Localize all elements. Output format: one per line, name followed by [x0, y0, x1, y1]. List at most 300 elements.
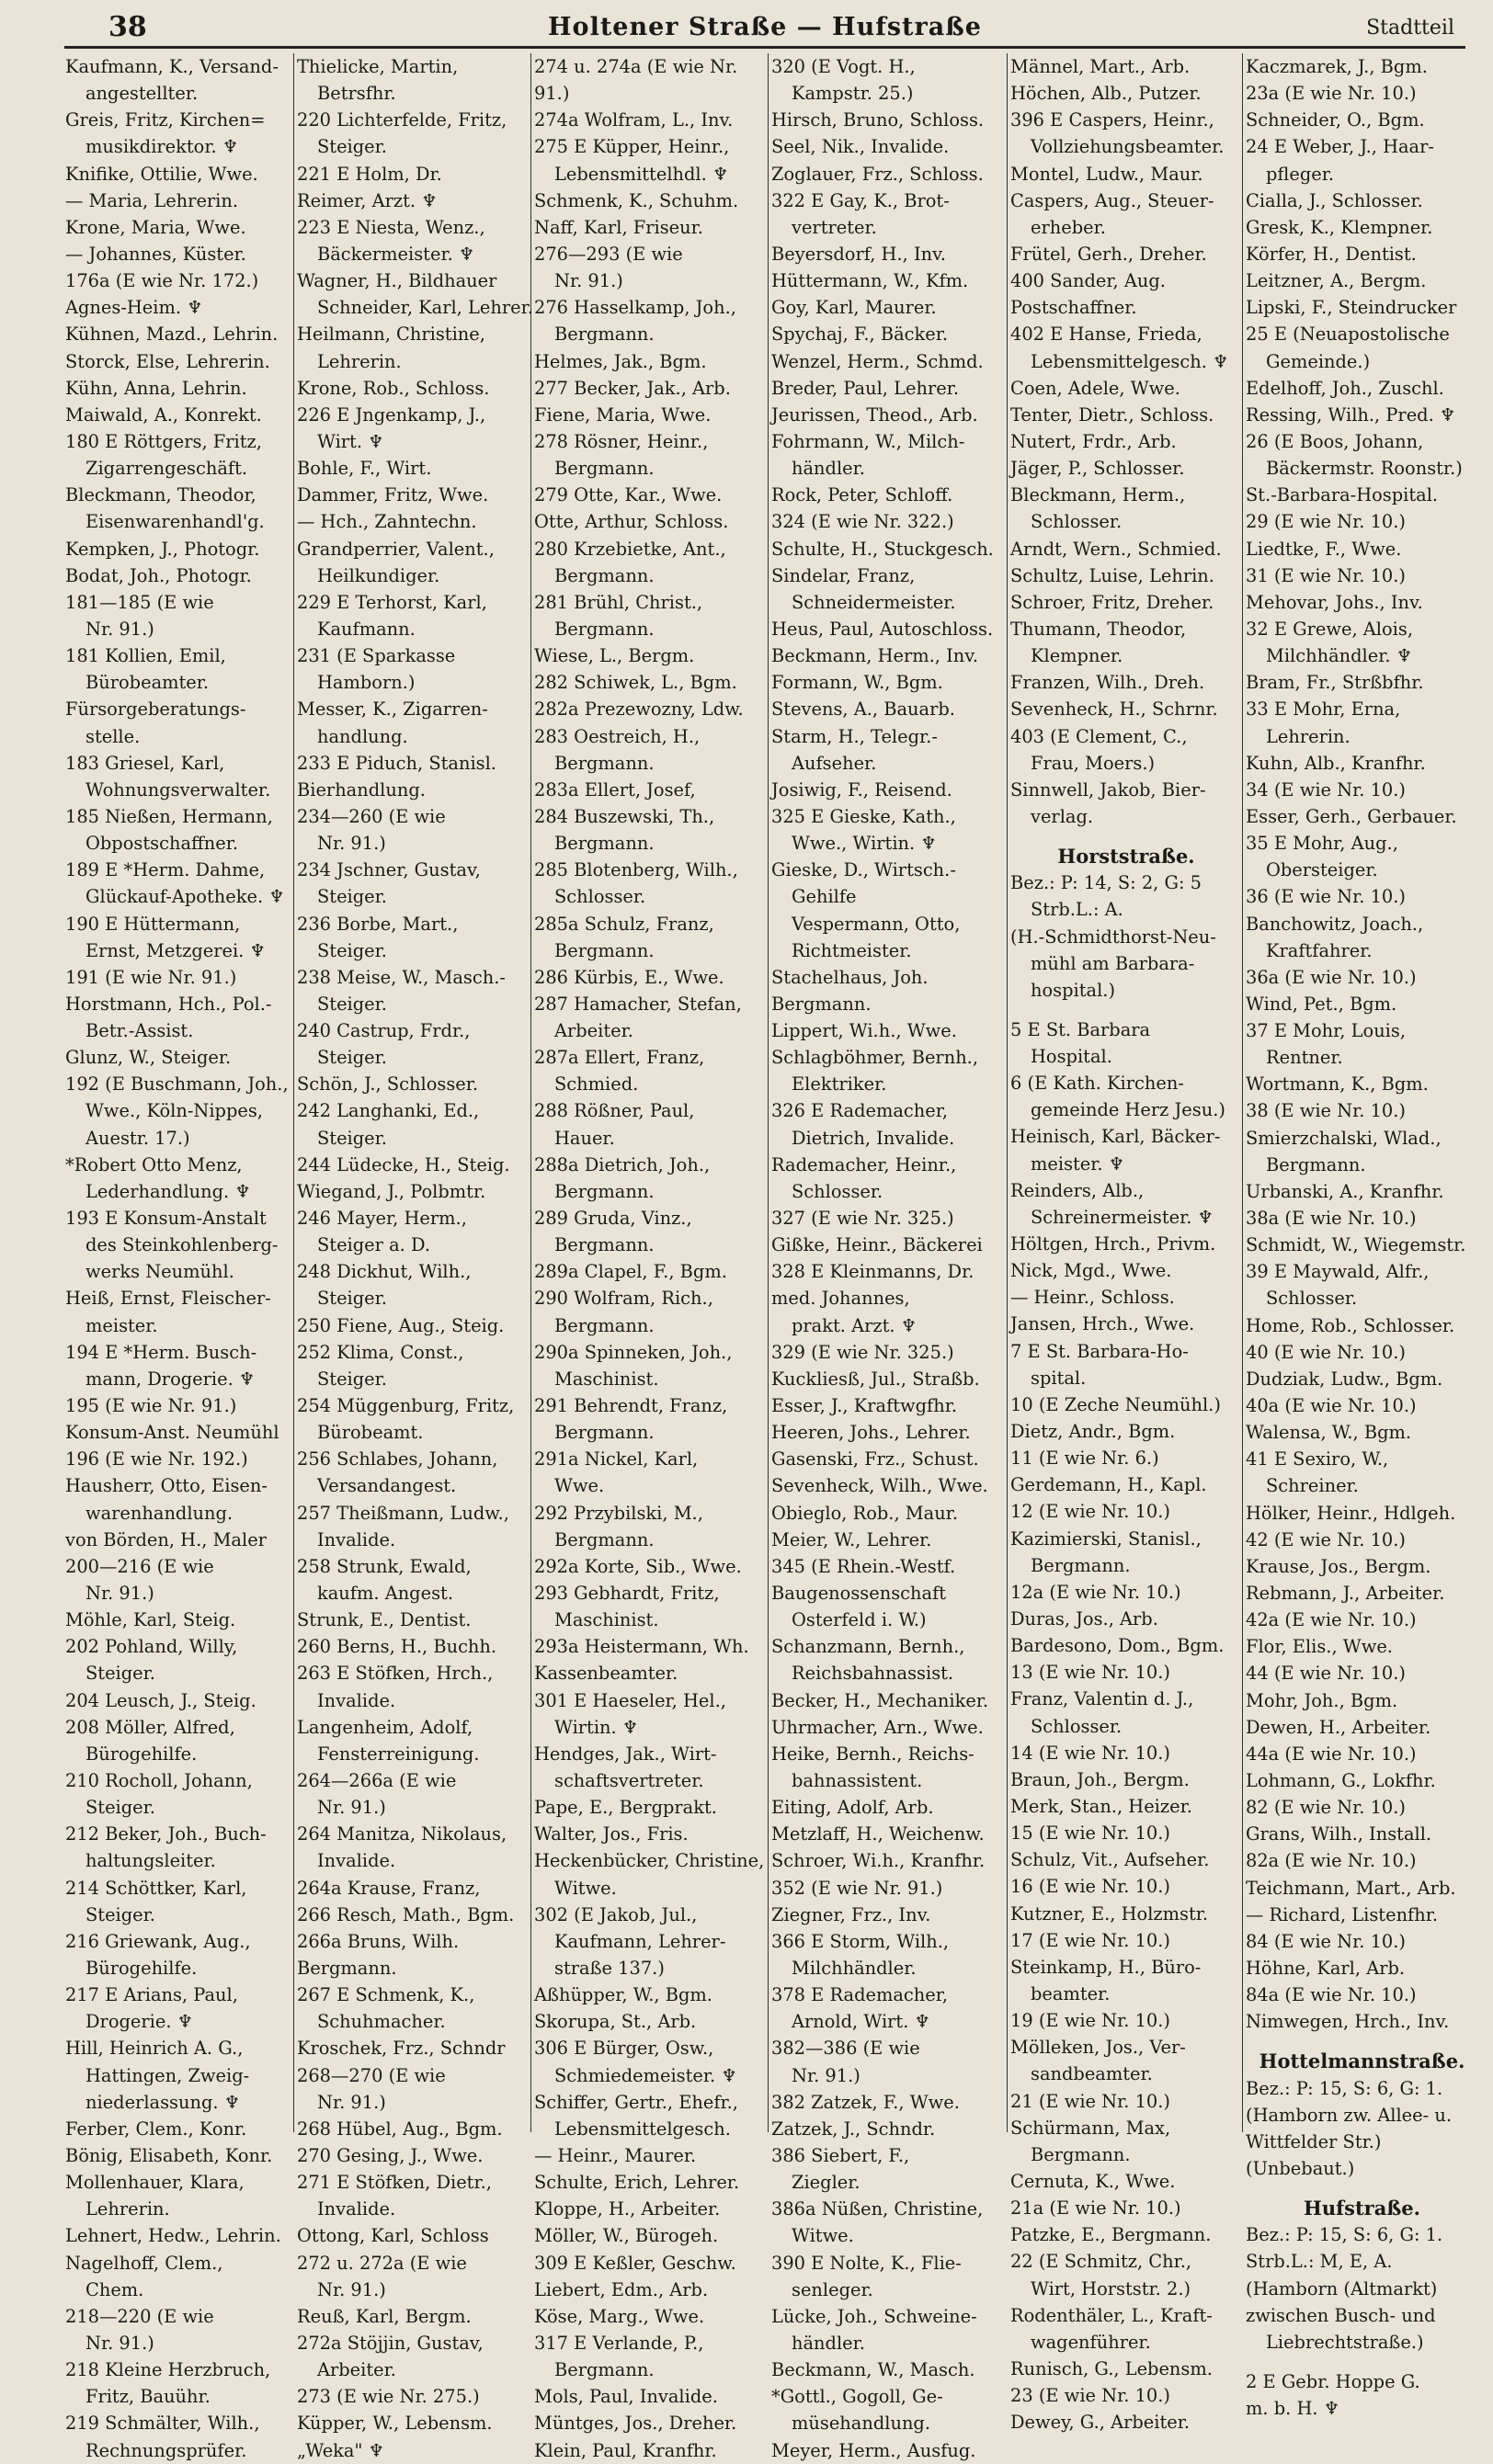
entry-continuation: handlung. [317, 725, 408, 747]
directory-entry: Lippert, Wi.h., Wwe. [771, 1020, 957, 1042]
directory-entry: Schürmann, Max, [1010, 2117, 1171, 2139]
directory-entry: Bleckmann, Herm., [1010, 484, 1186, 506]
street-heading: Hufstraße. [1304, 2197, 1420, 2220]
directory-entry: Ferber, Clem., Konr. [65, 2118, 247, 2140]
directory-entry: *Robert Otto Menz, [65, 1153, 243, 1175]
street-heading: Hottelmannstraße. [1259, 2050, 1465, 2073]
entry-continuation: spital. [1031, 1367, 1087, 1389]
directory-entry: Urbanski, A., Kranfhr. [1246, 1180, 1444, 1202]
directory-entry: Heckenbücker, Christine, [534, 1850, 765, 1872]
directory-entry: 254 Müggenburg, Fritz, [297, 1395, 515, 1417]
directory-entry: 366 E Storm, Wilh., [771, 1930, 950, 1952]
directory-entry: Schulte, Erich, Lehrer. [534, 2172, 740, 2194]
entry-continuation: Steiger. [85, 1903, 155, 1925]
directory-entry: Caspers, Aug., Steuer- [1010, 189, 1214, 211]
directory-entry: 234 Jschner, Gustav, [297, 859, 481, 881]
directory-entry: Obieglo, Rob., Maur. [771, 1502, 958, 1524]
directory-entry: Ziegner, Frz., Inv. [771, 1903, 931, 1925]
entry-continuation: Nr. 91.) [85, 1583, 154, 1605]
directory-entry: Schneider, O., Bgm. [1246, 109, 1425, 131]
directory-entry: Hüttermann, W., Kfm. [771, 270, 969, 292]
entry-continuation: Bergmann. [554, 1422, 655, 1444]
directory-entry: Leitzner, A., Bergm. [1246, 270, 1427, 292]
directory-entry: Küpper, W., Lebensm. [297, 2413, 493, 2435]
directory-entry: 22 (E Schmitz, Chr., [1010, 2251, 1192, 2273]
entry-continuation: Steiger. [317, 1368, 387, 1390]
directory-entry: 382 Zatzek, F., Wwe. [771, 2091, 960, 2113]
directory-entry: 317 E Verlande, P., [534, 2332, 704, 2354]
entry-continuation: musikdirektor. ♆ [85, 136, 239, 158]
directory-entry: 34 (E wie Nr. 10.) [1246, 778, 1406, 801]
directory-entry: Becker, H., Mechaniker. [771, 1689, 989, 1711]
directory-entry: 194 E *Herm. Busch- [65, 1341, 257, 1363]
entry-continuation: niederlassung. ♆ [85, 2091, 241, 2113]
entry-continuation: Bergmann. [554, 1314, 655, 1336]
directory-entry: Krone, Rob., Schloss. [297, 377, 490, 399]
entry-continuation: wagenführer. [1031, 2331, 1151, 2353]
directory-entry: 292 Przybilski, M., [534, 1502, 703, 1524]
directory-entry: 210 Rocholl, Johann, [65, 1770, 253, 1791]
directory-entry: Teichmann, Mart., Arb. [1246, 1877, 1456, 1899]
entry-continuation: Lebensmittelhdl. ♆ [554, 163, 729, 185]
entry-continuation: Steiger. [317, 886, 387, 908]
directory-entry: 233 E Piduch, Stanisl. [297, 752, 496, 774]
entry-continuation: Ernst, Metzgerei. ♆ [85, 939, 266, 961]
directory-entry: Jansen, Hrch., Wwe. [1010, 1313, 1195, 1335]
directory-columns [63, 53, 1478, 2461]
directory-entry: 21a (E wie Nr. 10.) [1010, 2197, 1181, 2220]
directory-entry: Bohle, F., Wirt. [297, 458, 432, 480]
entry-continuation: kaufm. Angest. [317, 1583, 453, 1605]
directory-entry: 208 Möller, Alfred, [65, 1716, 235, 1738]
directory-entry: 221 E Holm, Dr. [297, 163, 442, 185]
directory-entry: Wiese, L., Bergm. [534, 645, 695, 667]
directory-entry: Dammer, Fritz, Wwe. [297, 484, 489, 506]
directory-entry: 38a (E wie Nr. 10.) [1246, 1208, 1417, 1230]
directory-entry: 279 Otte, Kar., Wwe. [534, 484, 723, 506]
section-gap [1246, 2182, 1478, 2195]
section-gap [1246, 2035, 1478, 2048]
directory-entry: 226 E Jngenkamp, J., [297, 403, 486, 426]
entry-continuation: händler. [792, 2332, 865, 2354]
entry-continuation: Lebensmittelgesch. [554, 2118, 731, 2140]
entry-continuation: Bürogehilfe. [85, 1957, 198, 1979]
directory-entry: 36 (E wie Nr. 10.) [1246, 886, 1406, 908]
section-gap [1010, 1004, 1242, 1016]
directory-entry: Home, Rob., Schlosser. [1246, 1314, 1455, 1336]
directory-entry: 282 Schiwek, L., Bgm. [534, 672, 737, 694]
directory-entry: Frütel, Gerh., Dreher. [1010, 243, 1207, 265]
entry-continuation: Rentner. [1266, 1047, 1343, 1069]
entry-continuation: Arnold, Wirt. ♆ [792, 2011, 930, 2033]
entry-continuation: Witwe. [554, 1877, 617, 1899]
directory-entry: 386 Siebert, F., [771, 2144, 910, 2166]
directory-entry: Höchen, Alb., Putzer. [1010, 83, 1202, 105]
directory-entry: Rodenthäler, L., Kraft- [1010, 2304, 1213, 2326]
directory-entry: Helmes, Jak., Bgm. [534, 350, 707, 372]
directory-entry: Bergmann. [297, 1957, 397, 1979]
entry-continuation: Milchhändler. ♆ [1266, 645, 1413, 667]
directory-entry: Bergmann. [771, 993, 872, 1015]
directory-entry: 82 (E wie Nr. 10.) [1246, 1797, 1406, 1819]
entry-continuation: Schneider, Karl, Lehrer. [317, 297, 533, 319]
directory-entry: — Richard, Listenfhr. [1246, 1903, 1439, 1925]
entry-continuation: werks Neumühl. [85, 1261, 234, 1283]
entry-continuation: Eisenwarenhandl'g. [85, 511, 265, 533]
directory-entry: Fiene, Maria, Wwe. [534, 403, 712, 426]
entry-continuation: Steiger. [317, 1127, 387, 1149]
directory-entry: Storck, Else, Lehrerin. [65, 350, 270, 372]
entry-continuation: Bergmann. [554, 618, 655, 640]
directory-entry: Liebert, Edm., Arb. [534, 2278, 709, 2300]
entry-continuation: Bergmann. [554, 752, 655, 774]
street-heading: Horststraße. [1057, 845, 1195, 869]
directory-entry: Gresk, K., Klempner. [1246, 216, 1433, 238]
directory-entry: Hill, Heinrich A. G., [65, 2038, 244, 2060]
directory-entry: Dewen, H., Arbeiter. [1246, 1716, 1431, 1738]
directory-entry: Ottong, Karl, Schloss [297, 2225, 489, 2247]
directory-entry: Bez.: P: 14, S: 2, G: 5 [1010, 872, 1202, 894]
entry-continuation: straße 137.) [554, 1957, 665, 1979]
directory-entry: 32 E Grewe, Alois, [1246, 618, 1413, 640]
directory-entry: 39 E Maywald, Alfr., [1246, 1261, 1430, 1283]
entry-continuation: mann, Drogerie. ♆ [85, 1368, 256, 1390]
entry-continuation: Bürobeamt. [317, 1422, 424, 1444]
directory-entry: 281 Brühl, Christ., [534, 591, 703, 613]
directory-entry: Kaufmann, K., Versand- [65, 56, 279, 77]
directory-entry: Schmenk, K., Schuhm. [534, 189, 739, 211]
directory-entry: Dietz, Andr., Bgm. [1010, 1421, 1176, 1443]
directory-entry: 267 E Schmenk, K., [297, 1984, 475, 2006]
entry-continuation: Schlosser. [1031, 1715, 1123, 1737]
page-number: 38 [108, 11, 147, 43]
entry-continuation: Nr. 91.) [792, 2064, 860, 2086]
entry-continuation: Schlosser. [554, 886, 646, 908]
entry-continuation: Nr. 91.) [85, 2332, 154, 2354]
directory-entry: Schlagböhmer, Bernh., [771, 1047, 979, 1069]
directory-entry: 189 E *Herm. Dahme, [65, 859, 266, 881]
entry-continuation: Wwe., Wirtin. ♆ [792, 833, 937, 855]
directory-entry: 21 (E wie Nr. 10.) [1010, 2090, 1170, 2112]
directory-entry: Thielicke, Martin, [297, 56, 459, 77]
entry-continuation: Aufseher. [792, 752, 877, 774]
directory-entry: 272a Stöjjin, Gustav, [297, 2332, 484, 2354]
directory-entry: 12a (E wie Nr. 10.) [1010, 1581, 1181, 1603]
entry-continuation: Bergmann. [1031, 2143, 1131, 2165]
entry-continuation: Lederhandlung. ♆ [85, 1180, 251, 1202]
directory-entry: 403 (E Clement, C., [1010, 725, 1188, 747]
entry-continuation: Schreiner. [1266, 1475, 1359, 1497]
entry-continuation: Invalide. [317, 2198, 396, 2220]
directory-entry: 264 Manitza, Nikolaus, [297, 1823, 507, 1845]
entry-continuation: Gemeinde.) [1266, 350, 1371, 372]
directory-entry: 19 (E wie Nr. 10.) [1010, 2010, 1170, 2032]
directory-entry: 236 Borbe, Mart., [297, 913, 459, 935]
directory-entry: Goy, Karl, Maurer. [771, 297, 937, 319]
directory-entry: 286 Kürbis, E., Wwe. [534, 966, 724, 988]
entry-continuation: Fensterreinigung. [317, 1743, 480, 1765]
directory-entry: 204 Leusch, J., Steig. [65, 1689, 256, 1711]
entry-continuation: Vespermann, Otto, [792, 913, 961, 935]
directory-entry: Kutzner, E., Holzmstr. [1010, 1902, 1209, 1925]
directory-entry: Zoglauer, Frz., Schloss. [771, 163, 984, 185]
directory-entry: 223 E Niesta, Wenz., [297, 216, 485, 238]
directory-entry: Schultz, Luise, Lehrin. [1010, 564, 1214, 586]
directory-entry: 234—260 (E wie [297, 805, 446, 827]
directory-entry: 38 (E wie Nr. 10.) [1246, 1100, 1406, 1122]
entry-continuation: Auestr. 17.) [85, 1127, 190, 1149]
entry-continuation: Heilkundiger. [317, 564, 440, 586]
entry-continuation: Obpostschaffner. [85, 833, 239, 855]
directory-entry: 258 Strunk, Ewald, [297, 1555, 472, 1577]
entry-continuation: Bergmann. [554, 324, 655, 346]
directory-entry: Starm, H., Telegr.- [771, 725, 938, 747]
directory-entry: 218 Kleine Herzbruch, [65, 2359, 271, 2381]
entry-continuation: Gehilfe [792, 886, 857, 908]
directory-entry: Kempken, J., Photogr. [65, 538, 260, 560]
entry-continuation: Schreinermeister. ♆ [1031, 1206, 1214, 1228]
entry-continuation: Milchhändler. [792, 1957, 917, 1979]
directory-entry: 325 E Gieske, Kath., [771, 805, 956, 827]
directory-entry: 396 E Caspers, Heinr., [1010, 109, 1214, 131]
directory-entry: Heilmann, Christine, [297, 324, 485, 346]
directory-entry: Bierhandlung. [297, 778, 426, 801]
directory-entry: Jäger, P., Schlosser. [1010, 458, 1185, 480]
column-2 [294, 53, 533, 2461]
directory-entry: 270 Gesing, J., Wwe. [297, 2144, 484, 2166]
directory-entry: (Unbebaut.) [1246, 2157, 1355, 2179]
column-4 [769, 53, 1008, 2461]
directory-entry: 82a (E wie Nr. 10.) [1246, 1850, 1417, 1872]
directory-entry: Duras, Jos., Arb. [1010, 1608, 1158, 1630]
directory-entry: Höhne, Karl, Arb. [1246, 1957, 1406, 1979]
directory-entry: Schmidt, W., Wiegemstr. [1246, 1234, 1466, 1256]
directory-entry: 291 Behrendt, Franz, [534, 1395, 728, 1417]
directory-entry: Mollenhauer, Klara, [65, 2172, 245, 2194]
entry-continuation: Rechnungsprüfer. [85, 2439, 247, 2461]
directory-entry: Merk, Stan., Heizer. [1010, 1796, 1192, 1817]
directory-entry: Flor, Elis., Wwe. [1246, 1636, 1393, 1658]
entry-continuation: Liebrechtstraße.) [1266, 2331, 1424, 2353]
directory-entry: — Heinr., Maurer. [534, 2144, 697, 2166]
directory-entry: Rock, Peter, Schloff. [771, 484, 953, 506]
entry-continuation: Elektriker. [792, 1073, 887, 1096]
entry-continuation: warenhandlung. [85, 1502, 234, 1524]
directory-entry: 84 (E wie Nr. 10.) [1246, 1930, 1406, 1952]
section-gap [1010, 830, 1242, 843]
directory-entry: Franz, Valentin d. J., [1010, 1688, 1194, 1710]
directory-entry: 276 Hasselkamp, Joh., [534, 297, 736, 319]
directory-entry: 42 (E wie Nr. 10.) [1246, 1528, 1406, 1550]
entry-continuation: Kaufmann. [317, 618, 416, 640]
directory-entry: 280 Krzebietke, Ant., [534, 538, 726, 560]
directory-entry: 40a (E wie Nr. 10.) [1246, 1395, 1417, 1417]
directory-entry: Lohmann, G., Lokfhr. [1246, 1770, 1436, 1791]
directory-entry: 288 Rößner, Paul, [534, 1100, 695, 1122]
directory-entry: 37 E Mohr, Louis, [1246, 1020, 1406, 1042]
directory-entry: 274 u. 274a (E wie Nr. [534, 56, 738, 77]
directory-entry: Liedtke, F., Wwe. [1246, 538, 1402, 560]
directory-entry: 36a (E wie Nr. 10.) [1246, 966, 1417, 988]
directory-entry: — Hch., Zahntechn. [297, 511, 477, 533]
directory-entry: 322 E Gay, K., Brot- [771, 189, 950, 211]
directory-entry: Heiß, Ernst, Fleischer- [65, 1288, 271, 1310]
directory-entry: 284 Buszewski, Th., [534, 805, 715, 827]
directory-entry: Heinisch, Karl, Bäcker- [1010, 1126, 1221, 1148]
directory-entry: Maiwald, A., Konrekt. [65, 403, 262, 426]
entry-continuation: Versandangest. [317, 1475, 457, 1497]
section-gap [1246, 2356, 1478, 2368]
directory-entry: Meier, W., Lehrer. [771, 1528, 932, 1550]
entry-continuation: Klempner. [1031, 645, 1123, 667]
directory-entry: med. Johannes, [771, 1288, 910, 1310]
directory-entry: 195 (E wie Nr. 91.) [65, 1395, 237, 1417]
directory-entry: Walensa, W., Bgm. [1246, 1422, 1412, 1444]
directory-entry: 191 (E wie Nr. 91.) [65, 966, 237, 988]
directory-entry: 287a Ellert, Franz, [534, 1047, 705, 1069]
directory-entry: 180 E Röttgers, Fritz, [65, 430, 262, 452]
entry-continuation: Bergmann. [554, 564, 655, 586]
directory-entry: 220 Lichterfelde, Fritz, [297, 109, 507, 131]
page-header [64, 6, 1465, 49]
entry-continuation: Steiger a. D. [317, 1234, 430, 1256]
directory-entry: Bodat, Joh., Photogr. [65, 564, 252, 586]
entry-continuation: Steiger. [317, 1047, 387, 1069]
directory-entry: Schroer, Wi.h., Kranfhr. [771, 1850, 986, 1872]
directory-entry: Schiffer, Gertr., Ehefr., [534, 2091, 738, 2113]
directory-entry: Mölleken, Jos., Ver- [1010, 2037, 1186, 2059]
directory-entry: Spychaj, F., Bäcker. [771, 324, 949, 346]
entry-continuation: müsehandlung. [792, 2413, 931, 2435]
directory-entry: 91.) [534, 83, 570, 105]
entry-continuation: Wwe. [554, 1475, 605, 1497]
directory-entry: Naff, Karl, Friseur. [534, 216, 703, 238]
entry-continuation: Nr. 91.) [554, 270, 623, 292]
directory-entry: Ressing, Wilh., Pred. ♆ [1246, 403, 1456, 426]
directory-entry: Nagelhoff, Clem., [65, 2252, 223, 2274]
page-title: Holtener Straße — Hufstraße [548, 13, 982, 41]
directory-entry: Messer, K., Zigarren- [297, 698, 488, 721]
directory-entry: Greis, Fritz, Kirchen= [65, 109, 266, 131]
directory-entry: Krone, Maria, Wwe. [65, 216, 246, 238]
directory-entry: Otte, Arthur, Schloss. [534, 511, 729, 533]
directory-entry: Kuhn, Alb., Kranfhr. [1246, 752, 1426, 774]
directory-entry: 29 (E wie Nr. 10.) [1246, 511, 1406, 533]
entry-continuation: Ziegler. [792, 2172, 860, 2194]
entry-continuation: Steiger. [85, 1663, 155, 1685]
directory-entry: 278 Rösner, Heinr., [534, 430, 709, 452]
directory-entry: 196 (E wie Nr. 192.) [65, 1448, 248, 1470]
entry-continuation: beamter. [1031, 1982, 1111, 2004]
directory-entry: Edelhoff, Joh., Zuschl. [1246, 377, 1444, 399]
directory-entry: Breder, Paul, Lehrer. [771, 377, 959, 399]
directory-entry: 289a Clapel, F., Bgm. [534, 1261, 727, 1283]
entry-continuation: Schmiedemeister. ♆ [554, 2064, 737, 2086]
directory-entry: 219 Schmälter, Wilh., [65, 2413, 260, 2435]
entry-continuation: verlag. [1031, 805, 1094, 827]
directory-entry: Hirsch, Bruno, Schloss. [771, 109, 985, 131]
entry-continuation: Steiger. [85, 1797, 155, 1819]
entry-continuation: Reichsbahnassist. [792, 1663, 954, 1685]
directory-entry: 193 E Konsum-Anstalt [65, 1208, 267, 1230]
directory-entry: Hendges, Jak., Wirt- [534, 1743, 717, 1765]
entry-continuation: Drogerie. ♆ [85, 2011, 194, 2033]
directory-entry: Wortmann, K., Bgm. [1246, 1073, 1429, 1096]
directory-entry: 288a Dietrich, Joh., [534, 1153, 711, 1175]
directory-entry: 16 (E wie Nr. 10.) [1010, 1876, 1170, 1898]
directory-entry: Bez.: P: 15, S: 6, G: 1. [1246, 2224, 1443, 2246]
directory-entry: Körfer, H., Dentist. [1246, 243, 1417, 265]
entry-continuation: Schuhmacher. [317, 2011, 446, 2033]
directory-entry: Reuß, Karl, Bergm. [297, 2305, 472, 2327]
directory-entry: 266 Resch, Math., Bgm. [297, 1903, 515, 1925]
entry-continuation: Bergmann. [554, 458, 655, 480]
directory-entry: Sevenheck, Wilh., Wwe. [771, 1475, 988, 1497]
directory-entry: Josiwig, F., Reisend. [771, 778, 952, 801]
directory-entry: Nutert, Frdr., Arb. [1010, 430, 1177, 452]
directory-entry: „Weka" ♆ [297, 2439, 384, 2461]
directory-entry: Thumann, Theodor, [1010, 618, 1187, 640]
entry-continuation: Obersteiger. [1266, 859, 1378, 881]
directory-entry: zwischen Busch- und [1246, 2304, 1436, 2326]
directory-entry: Knifike, Ottilie, Wwe. [65, 163, 258, 185]
entry-continuation: Invalide. [317, 1528, 396, 1550]
entry-continuation: Arbeiter. [317, 2359, 396, 2381]
entry-continuation: haltungsleiter. [85, 1850, 216, 1872]
entry-continuation: hospital.) [1031, 979, 1116, 1001]
entry-continuation: Betr.-Assist. [85, 1020, 194, 1042]
directory-entry: Arndt, Wern., Schmied. [1010, 538, 1222, 560]
directory-entry: Möhle, Karl, Steig. [65, 1609, 236, 1631]
directory-entry: Zatzek, J., Schndr. [771, 2118, 936, 2140]
directory-entry: Bleckmann, Theodor, [65, 484, 256, 506]
directory-entry: (H.-Schmidthorst-Neu- [1010, 925, 1216, 948]
directory-entry: Banchowitz, Joach., [1246, 913, 1424, 935]
directory-entry: Franzen, Wilh., Dreh. [1010, 672, 1205, 694]
entry-continuation: Nr. 91.) [317, 2091, 386, 2113]
directory-entry: 10 (E Zeche Neumühl.) [1010, 1393, 1221, 1415]
directory-entry: Hölker, Heinr., Hdlgeh. [1246, 1502, 1456, 1524]
entry-continuation: Wohnungsverwalter. [85, 778, 271, 801]
directory-entry: Meyer, Herm., Ausfug. [771, 2439, 976, 2461]
directory-entry: 250 Fiene, Aug., Steig. [297, 1314, 505, 1336]
directory-entry: Bardesono, Dom., Bgm. [1010, 1635, 1225, 1657]
directory-entry: 268 Hübel, Aug., Bgm. [297, 2118, 503, 2140]
directory-entry: Pape, E., Bergprakt. [534, 1797, 717, 1819]
directory-entry: Dewey, G., Arbeiter. [1010, 2412, 1191, 2434]
directory-entry: 176a (E wie Nr. 172.) [65, 270, 259, 292]
directory-entry: Kuckliesß, Jul., Straßb. [771, 1368, 980, 1390]
entry-continuation: sandbeamter. [1031, 2063, 1153, 2085]
directory-entry: Schanzmann, Bernh., [771, 1636, 965, 1658]
directory-entry: Rebmann, J., Arbeiter. [1246, 1583, 1445, 1605]
directory-entry: Schulte, H., Stuckgesch. [771, 538, 994, 560]
directory-entry: 293 Gebhardt, Fritz, [534, 1583, 720, 1605]
directory-entry: Müntges, Jos., Dreher. [534, 2413, 737, 2435]
directory-entry: Esser, Gerh., Gerbauer. [1246, 805, 1457, 827]
directory-entry: 302 (E Jakob, Jul., [534, 1903, 698, 1925]
directory-entry: 257 Theißmann, Ludw., [297, 1502, 509, 1524]
directory-entry: Kühnen, Mazd., Lehrin. [65, 324, 279, 346]
directory-entry: 327 (E wie Nr. 325.) [771, 1208, 954, 1230]
directory-entry: Agnes-Heim. ♆ [65, 297, 203, 319]
directory-entry: Formann, W., Bgm. [771, 672, 943, 694]
directory-entry: 252 Klima, Const., [297, 1341, 464, 1363]
directory-entry: 276—293 (E wie [534, 243, 683, 265]
directory-entry: 7 E St. Barbara-Ho- [1010, 1340, 1189, 1362]
entry-continuation: Lehrerin. [85, 2198, 170, 2220]
directory-entry: 402 E Hanse, Frieda, [1010, 324, 1202, 346]
